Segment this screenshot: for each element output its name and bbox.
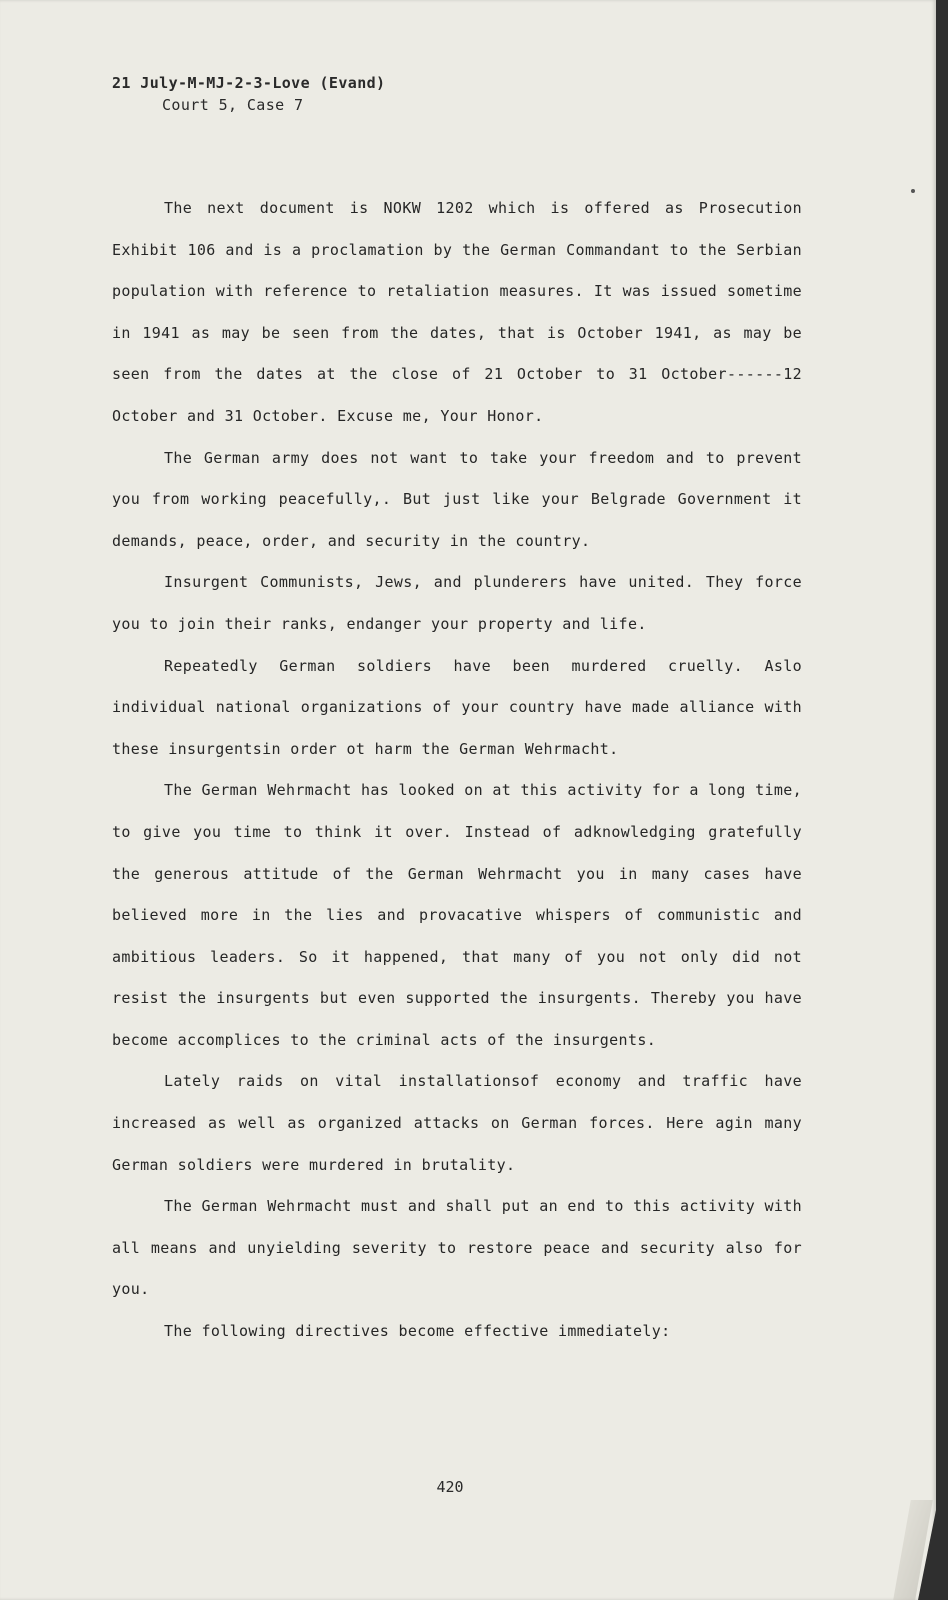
header-court-line: Court 5, Case 7 [162, 96, 304, 114]
page-number: 420 [436, 1478, 464, 1496]
paragraph: Lately raids on vital installationsof economy and traffic have increased as well as organized attacks on German forces. Here agin many German soldiers were murdered in brutality. [112, 1072, 802, 1174]
document-body [112, 188, 802, 1353]
paragraph: The German Wehrmacht has looked on at this activity for a long time, to give you time to think it over. Instead of adknowledging gratefully the generous attitude of the German Wehrmacht you in many cases have believed more in the lies and provacative whispers of communistic and ambitious leaders. So it happened, that many of you not only did not resist the insurgents but even supported the insurgents. Thereby you have become accomplices to the criminal acts of the insurgents. [112, 781, 802, 1049]
paragraph: The German Wehrmacht must and shall put an end to this activity with all means and unyielding severity to restore peace and security also for you. [112, 1197, 802, 1299]
header-session-line: 21 July-M-MJ-2-3-Love (Evand) [112, 74, 386, 92]
paragraph: Insurgent Communists, Jews, and plunderers have united. They force you to join their ranks, endanger your property and life. [112, 573, 802, 633]
paragraph: Repeatedly German soldiers have been murdered cruelly. Aslo individual national organizations of your country have made alliance with these insurgentsin order ot harm the German Wehrmacht. [112, 656, 802, 758]
paragraph: The German army does not want to take your freedom and to prevent you from working peacefully,. But just like your Belgrade Government it demands, peace, order, and security in the country. [112, 448, 802, 550]
document-header [112, 72, 386, 116]
page-corner [918, 1510, 936, 1600]
paragraph: The next document is NOKW 1202 which is offered as Prosecution Exhibit 106 and is a proclamation by the German Commandant to the Serbian population with reference to retaliation measures. It was issued sometime in 1941 as may be seen from the dates, that is October 1941, as may be seen from the dates at the close of 21 October to 31 October------12 October and 31 October. Excuse me, Your Honor. [112, 199, 802, 425]
paper-speck [911, 189, 915, 193]
paragraph: The following directives become effective immediately: [164, 1322, 671, 1341]
